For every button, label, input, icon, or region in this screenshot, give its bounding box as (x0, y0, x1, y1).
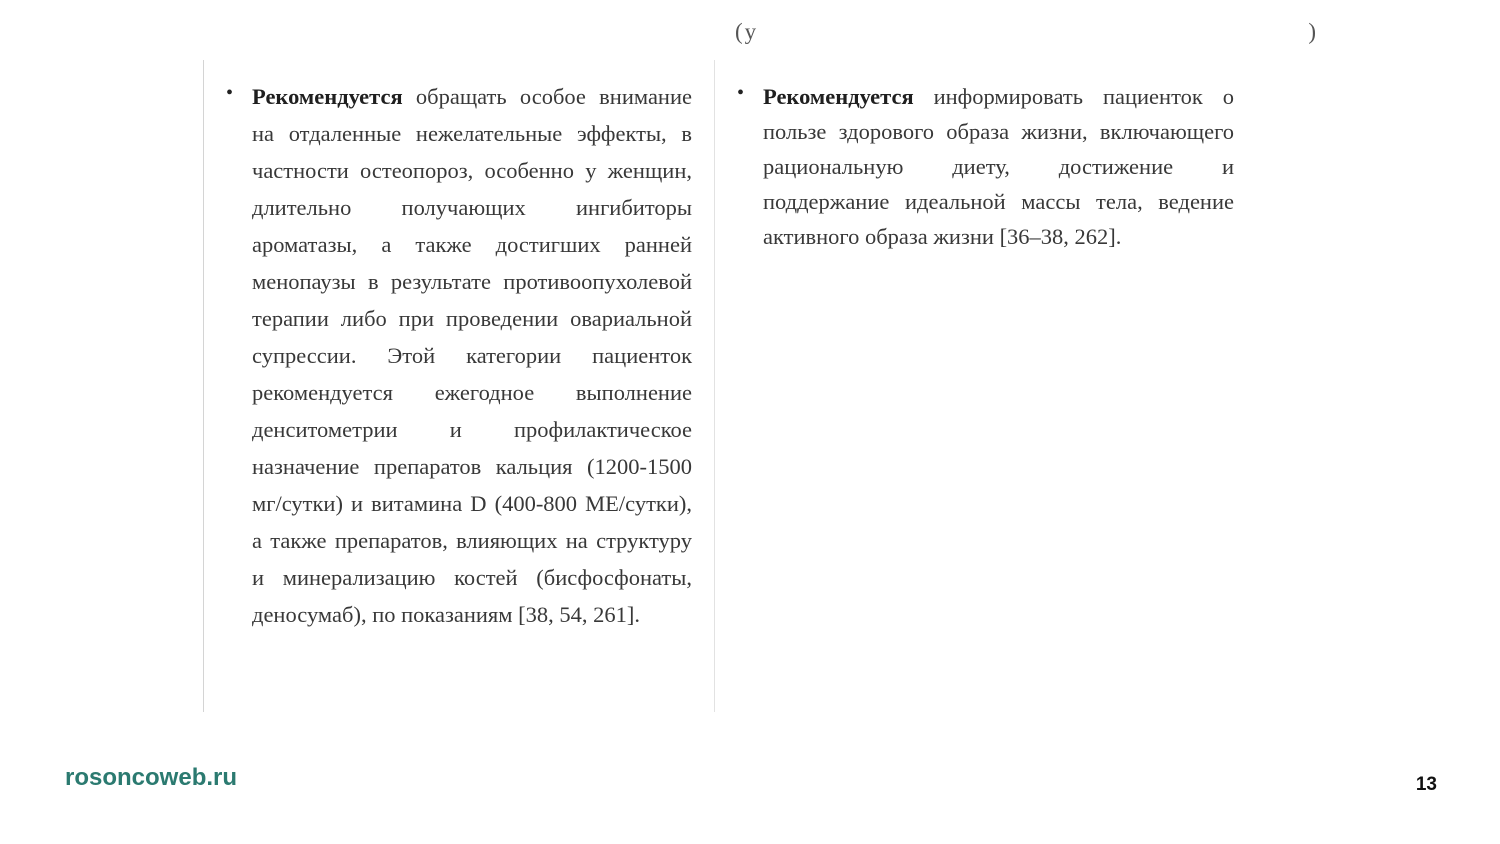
site-link[interactable]: rosoncoweb.ru (65, 764, 238, 791)
table-border-middle (714, 60, 715, 712)
recommendation-left-text: обращать особое внимание на отдаленные нежелательные эффекты, в частности остеопороз, особенно у женщин, длительно получающих ингибиторы ароматазы, а также достигших ранней менопаузы в результате противоопухолевой терапии либо при проведении овариальной супрессии. Этой категории пациенток рекомендуется ежегодное выполнение денситометрии и профилактическое назначение препаратов кальция (1200-1500 мг/сутки) и витамина D (400-800 МЕ/сутки), а также препаратов, влияющих на структуру и минерализацию костей (бисфосфонаты, деносумаб), по показаниям [38, 54, 261]. (252, 84, 692, 627)
bullet-right: • (737, 82, 745, 104)
recommendation-left-lead: Рекомендуется (252, 84, 403, 109)
recommendation-right-text: информировать пациенток о пользе здорового образа жизни, включающего рациональную диету, достижение и поддержание идеальной массы тела, ведение активного образа жизни [36–38, 262]. (763, 84, 1234, 249)
bullet-left: • (226, 82, 234, 104)
table-border-left (203, 60, 204, 712)
page-number: 13 (1415, 774, 1437, 795)
recommendation-right-lead: Рекомендуется (763, 84, 914, 109)
recommendation-right (763, 79, 1234, 254)
cropped-text-line: (y ) (735, 19, 1319, 44)
recommendation-left (252, 78, 692, 633)
